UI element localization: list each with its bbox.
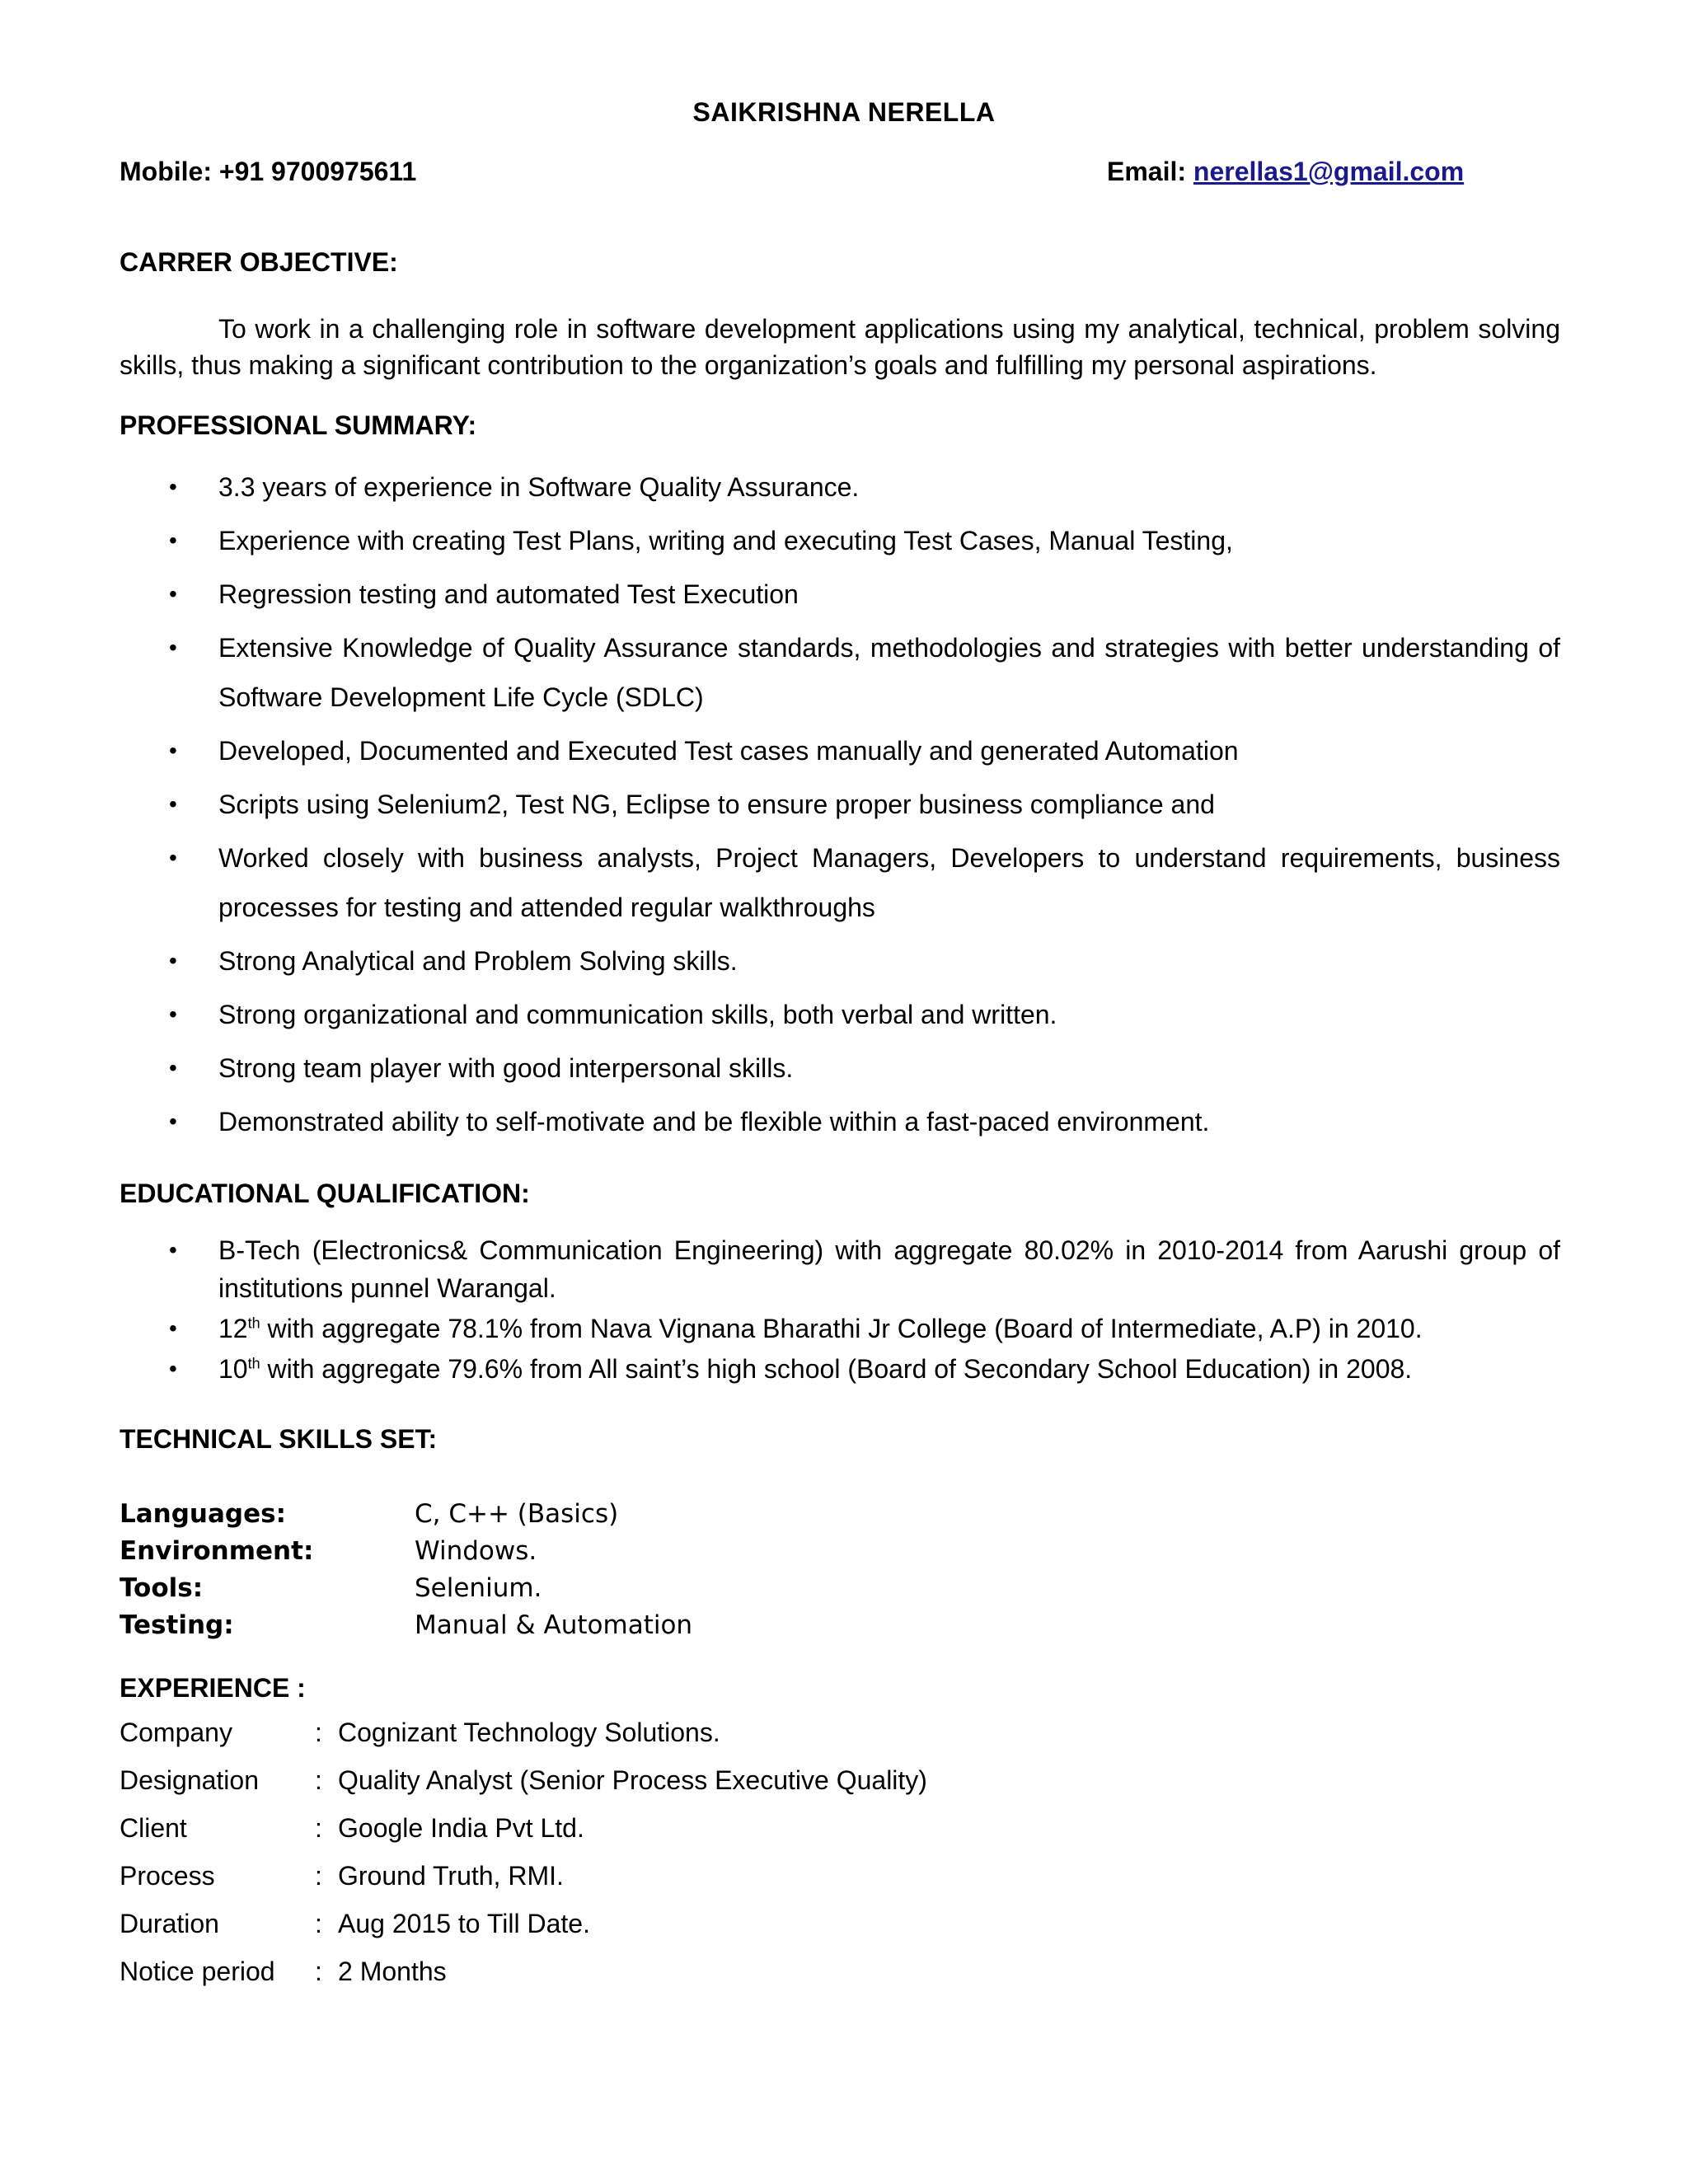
bullet-icon: •	[169, 581, 177, 607]
objective-text: To work in a challenging role in software development applications using my analytical, technical, problem solving skills, thus making a significant contribution to the organization’s goals and fulfilling my personal aspirations.	[120, 314, 1560, 380]
list-item: • Worked closely with business analysts, Project Managers, Developers to understand requirements, business processes for testing and attended regular walkthroughs	[120, 833, 1560, 932]
summary-heading: PROFESSIONAL SUMMARY:	[120, 410, 477, 440]
skill-row: Tools: Selenium.	[120, 1573, 542, 1603]
bullet-icon: •	[169, 527, 177, 553]
list-item: • 3.3 years of experience in Software Quality Assurance.	[120, 462, 1560, 512]
bullet-icon: •	[169, 845, 177, 870]
bullet-icon: •	[169, 1108, 177, 1134]
experience-table	[120, 1708, 1438, 1995]
experience-row: Duration : Aug 2015 to Till Date.	[120, 1909, 590, 1938]
bullet-icon: •	[169, 1055, 177, 1080]
bullet-icon: •	[169, 948, 177, 973]
skills-heading: TECHNICAL SKILLS SET:	[120, 1424, 438, 1454]
bullet-icon: •	[169, 1356, 177, 1381]
list-item: • Experience with creating Test Plans, writing and executing Test Cases, Manual Testing,	[120, 516, 1560, 565]
bullet-icon: •	[169, 635, 177, 660]
email-link[interactable]: nerellas1@gmail.com	[1193, 157, 1465, 186]
skill-row: Languages: C, C++ (Basics)	[120, 1499, 619, 1529]
list-item: • Developed, Documented and Executed Test cases manually and generated Automation	[120, 726, 1560, 776]
list-item: • 10th with aggregate 79.6% from All saint’s high school (Board of Secondary School Education) in 2008.	[120, 1350, 1560, 1388]
bullet-icon: •	[169, 1315, 177, 1341]
list-item: • Extensive Knowledge of Quality Assurance standards, methodologies and strategies with better understanding of Software Development Life Cycle (SDLC)	[120, 623, 1560, 722]
bullet-icon: •	[169, 1001, 177, 1027]
list-item: • B-Tech (Electronics& Communication Engineering) with aggregate 80.02% in 2010-2014 from Aarushi group of institutions punnel Warangal.	[120, 1231, 1560, 1307]
education-list	[120, 1231, 1560, 1390]
mobile-number: Mobile: +91 9700975611	[120, 157, 417, 186]
skill-row: Environment: Windows.	[120, 1536, 537, 1566]
experience-row: Process : Ground Truth, RMI.	[120, 1861, 564, 1891]
experience-row: Company : Cognizant Technology Solutions.	[120, 1718, 720, 1747]
experience-row: Designation : Quality Analyst (Senior Process Executive Quality)	[120, 1765, 927, 1795]
list-item: • Strong organizational and communication skills, both verbal and written.	[120, 990, 1560, 1039]
education-heading: EDUCATIONAL QUALIFICATION:	[120, 1179, 530, 1208]
list-item: • 12th with aggregate 78.1% from Nava Vignana Bharathi Jr College (Board of Intermediate, A.P) in 2010.	[120, 1310, 1560, 1347]
list-item: • Strong team player with good interpersonal skills.	[120, 1043, 1560, 1093]
bullet-icon: •	[169, 474, 177, 499]
email-label: Email:	[1107, 157, 1193, 186]
list-item: • Strong Analytical and Problem Solving skills.	[120, 936, 1560, 986]
list-item: • Demonstrated ability to self-motivate and be flexible within a fast-paced environment.	[120, 1097, 1560, 1146]
list-item: • Regression testing and automated Test Execution	[120, 569, 1560, 619]
skills-table	[120, 1496, 1109, 1644]
objective-heading: CARRER OBJECTIVE:	[120, 247, 398, 277]
experience-row: Notice period : 2 Months	[120, 1957, 447, 1986]
candidate-name: SAIKRISHNA NERELLA	[692, 97, 996, 127]
bullet-icon: •	[169, 738, 177, 763]
list-item: • Scripts using Selenium2, Test NG, Eclipse to ensure proper business compliance and	[120, 780, 1560, 829]
summary-list	[120, 462, 1560, 1151]
bullet-icon: •	[169, 1237, 177, 1263]
skill-row: Testing: Manual & Automation	[120, 1610, 693, 1640]
experience-row: Client : Google India Pvt Ltd.	[120, 1813, 584, 1843]
experience-heading: EXPERIENCE :	[120, 1673, 306, 1703]
email-line	[1107, 157, 1464, 187]
bullet-icon: •	[169, 791, 177, 817]
